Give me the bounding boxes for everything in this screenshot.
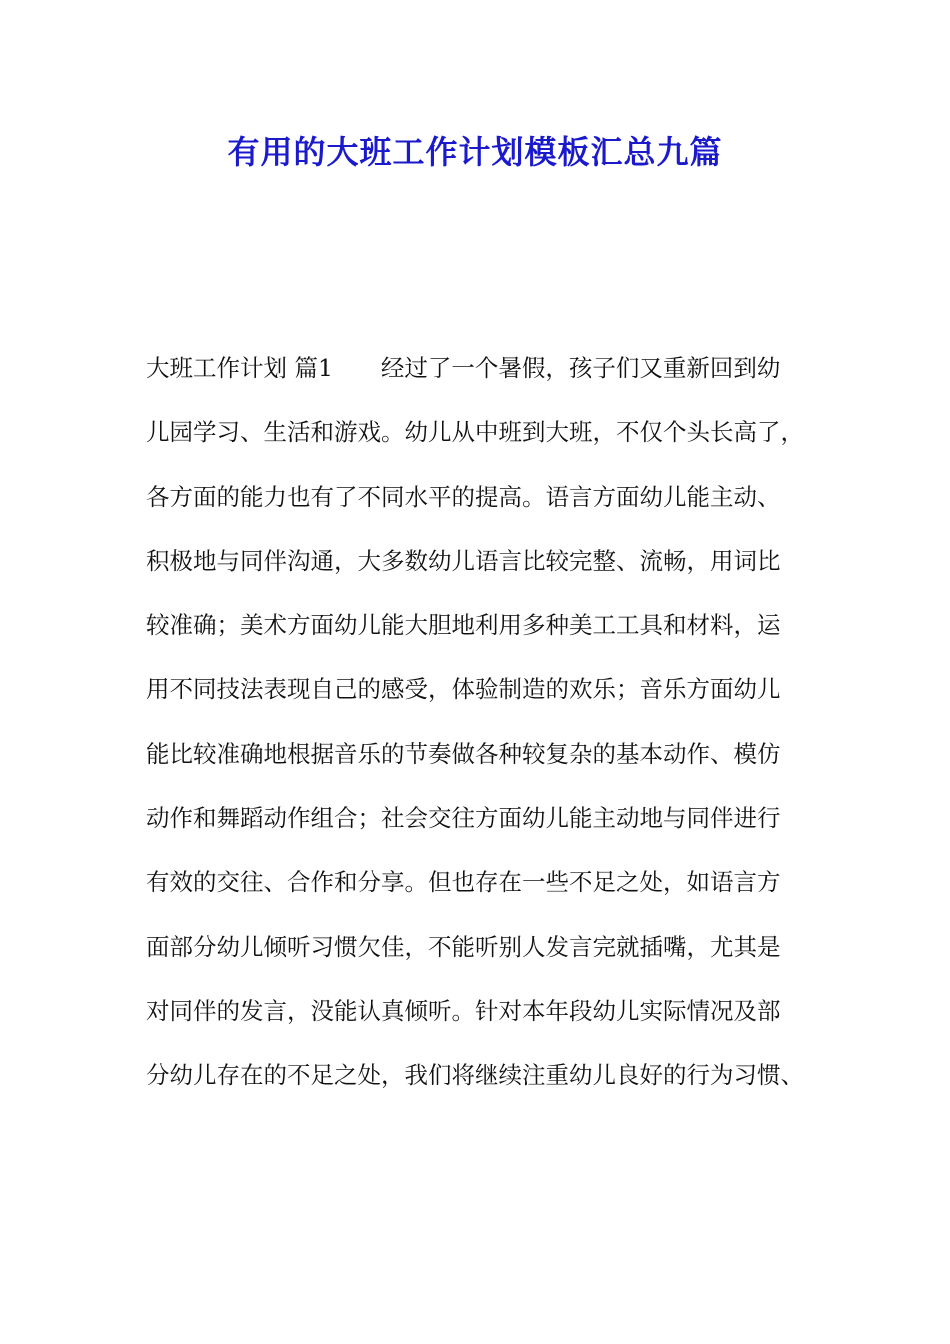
body-line: 分幼儿存在的不足之处，我们将继续注重幼儿良好的行为习惯、 <box>146 1061 804 1090</box>
body-line: 用不同技法表现自己的感受，体验制造的欢乐；音乐方面幼儿 <box>146 675 781 704</box>
body-line: 能比较准确地根据音乐的节奏做各种较复杂的基本动作、模仿 <box>146 739 781 768</box>
document-title: 有用的大班工作计划模板汇总九篇 <box>227 133 723 171</box>
body-line: 有效的交往、合作和分享。但也存在一些不足之处，如语言方 <box>146 868 781 897</box>
body-line: 对同伴的发言，没能认真倾听。针对本年段幼儿实际情况及部 <box>146 996 781 1025</box>
body-line: 较准确；美术方面幼儿能大胆地利用多种美工工具和材料，运 <box>146 611 781 640</box>
body-line: 各方面的能力也有了不同水平的提高。语言方面幼儿能主动、 <box>146 482 781 511</box>
paragraph-text: 经过了一个暑假，孩子们又重新回到幼 <box>380 354 781 382</box>
section-label: 大班工作计划 篇1 <box>146 354 333 382</box>
body-line: 积极地与同伴沟通，大多数幼儿语言比较完整、流畅，用词比 <box>146 546 781 575</box>
body-line-1 <box>146 336 810 400</box>
body-line: 动作和舞蹈动作组合；社会交往方面幼儿能主动地与同伴进行 <box>146 804 781 833</box>
body-line: 面部分幼儿倾听习惯欠佳，不能听别人发言完就插嘴，尤其是 <box>146 932 781 961</box>
body-line: 儿园学习、生活和游戏。幼儿从中班到大班，不仅个头长高了， <box>146 418 804 447</box>
document-body <box>146 336 810 1108</box>
